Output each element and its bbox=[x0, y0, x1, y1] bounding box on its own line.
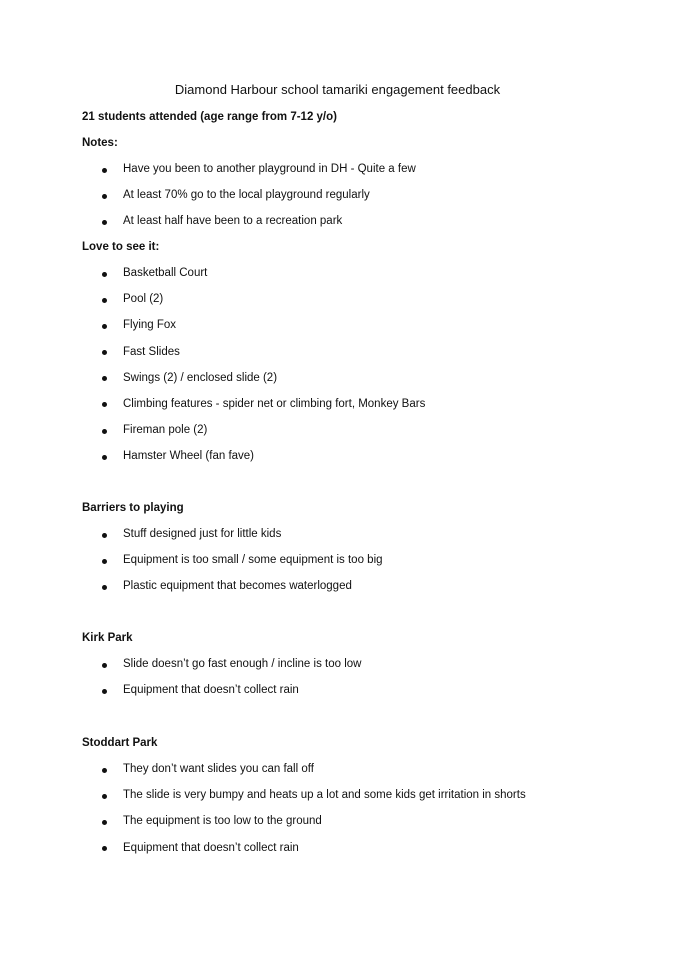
list-item bbox=[0, 399, 425, 425]
list-item-text: Hamster Wheel (fan fave) bbox=[123, 450, 255, 463]
bullet-icon bbox=[102, 559, 107, 564]
list-item-text: At least 70% go to the local playground regularly bbox=[123, 189, 370, 202]
list-item-text: Have you been to another playground in DH - Quite a few bbox=[123, 163, 416, 175]
bullet-icon bbox=[102, 220, 107, 225]
list-item-text: Equipment is too small / some equipment is too big bbox=[123, 554, 383, 567]
list-item-text: Stuff designed just for little kids bbox=[123, 528, 282, 540]
list-item-text: Fast Slides bbox=[123, 345, 180, 358]
barriers-list bbox=[0, 529, 383, 608]
list-item bbox=[0, 816, 526, 842]
list-item bbox=[0, 790, 526, 816]
bullet-icon bbox=[102, 455, 107, 460]
list-item bbox=[0, 373, 425, 399]
list-item-text: The slide is very bumpy and heats up a lot and some kids get irritation in shorts bbox=[123, 789, 526, 802]
list-item-text: At least half have been to a recreation park bbox=[123, 215, 343, 228]
list-item-text: Fireman pole (2) bbox=[123, 424, 208, 437]
list-item bbox=[0, 529, 383, 555]
list-item bbox=[0, 843, 526, 869]
bullet-icon bbox=[102, 376, 107, 381]
list-item-text: Slide doesn’t go fast enough / incline is too low bbox=[123, 658, 362, 670]
section-heading-kirk-park: Kirk Park bbox=[82, 632, 133, 644]
list-item-text: Swings (2) / enclosed slide (2) bbox=[123, 371, 278, 384]
list-item-text: They don’t want slides you can fall off bbox=[123, 763, 314, 775]
list-item bbox=[0, 659, 361, 685]
bullet-icon bbox=[102, 168, 107, 173]
bullet-icon bbox=[102, 533, 107, 538]
list-item bbox=[0, 764, 526, 790]
bullet-icon bbox=[102, 324, 107, 329]
list-item-text: Climbing features - spider net or climbing fort, Monkey Bars bbox=[123, 397, 426, 410]
bullet-icon bbox=[102, 663, 107, 668]
bullet-icon bbox=[102, 429, 107, 434]
section-heading-love-to-see-it: Love to see it: bbox=[82, 241, 160, 253]
bullet-icon bbox=[102, 350, 107, 355]
bullet-icon bbox=[102, 689, 107, 694]
list-item bbox=[0, 685, 361, 711]
bullet-icon bbox=[102, 298, 107, 303]
list-item bbox=[0, 320, 425, 346]
bullet-icon bbox=[102, 194, 107, 199]
list-item bbox=[0, 294, 425, 320]
list-item-text: Equipment that doesn’t collect rain bbox=[123, 841, 299, 854]
list-item-text: Pool (2) bbox=[123, 293, 164, 306]
list-item-text: Basketball Court bbox=[123, 267, 208, 279]
list-item bbox=[0, 425, 425, 451]
list-item-text: Plastic equipment that becomes waterlogged bbox=[123, 580, 352, 593]
attendance-summary: 21 students attended (age range from 7-12 y/o) bbox=[82, 111, 337, 123]
list-item bbox=[0, 555, 383, 581]
list-item-text: The equipment is too low to the ground bbox=[123, 815, 322, 828]
list-item bbox=[0, 190, 416, 216]
page-title: Diamond Harbour school tamariki engagement feedback bbox=[174, 82, 501, 97]
bullet-icon bbox=[102, 846, 107, 851]
list-item bbox=[0, 581, 383, 607]
bullet-icon bbox=[102, 768, 107, 773]
section-heading-stoddart-park: Stoddart Park bbox=[82, 737, 158, 749]
list-item bbox=[0, 164, 416, 190]
list-item bbox=[0, 216, 416, 242]
section-heading-notes: Notes: bbox=[82, 137, 118, 149]
list-item bbox=[0, 451, 425, 477]
section-heading-barriers: Barriers to playing bbox=[82, 502, 184, 514]
bullet-icon bbox=[102, 794, 107, 799]
kirk-park-list bbox=[0, 659, 361, 711]
love-to-see-it-list bbox=[0, 268, 425, 478]
list-item-text: Equipment that doesn’t collect rain bbox=[123, 684, 299, 697]
bullet-icon bbox=[102, 272, 107, 277]
notes-list bbox=[0, 164, 416, 243]
list-item bbox=[0, 268, 425, 294]
bullet-icon bbox=[102, 402, 107, 407]
list-item bbox=[0, 347, 425, 373]
bullet-icon bbox=[102, 820, 107, 825]
list-item-text: Flying Fox bbox=[123, 319, 177, 332]
bullet-icon bbox=[102, 585, 107, 590]
stoddart-park-list bbox=[0, 764, 526, 869]
